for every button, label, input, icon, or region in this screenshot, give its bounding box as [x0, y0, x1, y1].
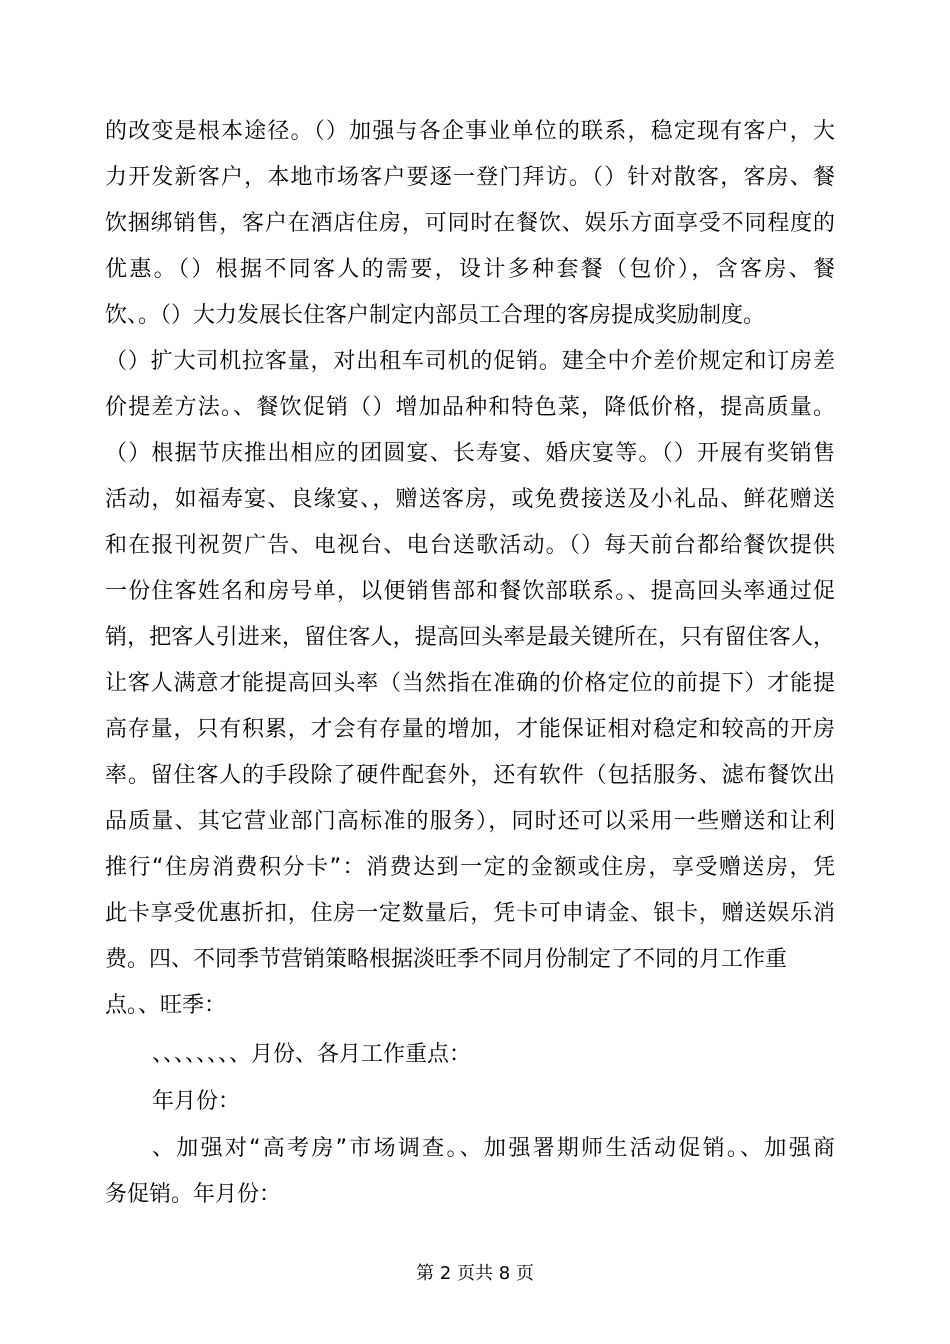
body-line-14: 高存量，只有积累，才会有存量的增加，才能保证相对稳定和较高的开房: [105, 717, 835, 742]
body-line-13: 让客人满意才能提高回头率（当然指在准确的价格定位的前提下）才能提: [105, 671, 835, 696]
body-line-16: 品质量、其它营业部门高标准的服务），同时还可以采用一些赠送和让利: [105, 809, 835, 834]
paragraph-line-2: 务促销。年月份：: [105, 1182, 282, 1207]
body-line-12: 销，把客人引进来，留住客人，提高回头率是最关键所在，只有留住客人，: [105, 625, 835, 650]
body-line-3: 饮捆绑销售，客户在酒店住房，可同时在餐饮、娱乐方面享受不同程度的: [105, 211, 835, 236]
body-line-20: 点。、旺季：: [105, 993, 227, 1018]
body-line-10: 和在报刊祝贺广告、电视台、电台送歌活动。（）每天前台都给餐饮提供: [105, 533, 835, 558]
page-number-footer: 第 2 页共 8 页: [416, 1263, 534, 1284]
body-line-2: 力开发新客户，本地市场客户要逐一登门拜访。（）针对散客，客房、餐: [105, 165, 835, 190]
body-line-19: 费。四、不同季节营销策略根据淡旺季不同月份制定了不同的月工作重: [105, 947, 788, 972]
year-month-heading: 年月份：: [152, 1089, 241, 1114]
months-line: 、、、、、、、、月份、各月工作重点：: [152, 1042, 472, 1067]
body-line-9: 活动，如福寿宴、良缘宴、，赠送客房，或免费接送及小礼品、鲜花赠送: [105, 487, 835, 512]
paragraph-line-1: 、加强对“高考房”市场调查。、加强署期师生活动促销。、加强商: [152, 1136, 835, 1161]
body-line-15: 率。留住客人的手段除了硬件配套外，还有软件（包括服务、滤布餐饮出: [105, 763, 835, 788]
body-line-11: 一份住客姓名和房号单，以便销售部和餐饮部联系。、提高回头率通过促: [105, 579, 835, 604]
body-line-1: 的改变是根本途径。（）加强与各企事业单位的联系，稳定现有客户，大: [105, 119, 835, 144]
body-line-6: （）扩大司机拉客量，对出租车司机的促销。建全中介差价规定和订房差: [105, 349, 835, 374]
body-line-5: 饮、。（）大力发展长住客户制定内部员工合理的客房提成奖励制度。: [105, 303, 766, 328]
body-line-4: 优惠。（）根据不同客人的需要，设计多种套餐（包价），含客房、餐: [105, 257, 835, 282]
body-line-7: 价提差方法。、餐饮促销（）增加品种和特色菜，降低价格，提高质量。: [105, 395, 835, 420]
body-line-17: 推行“住房消费积分卡”：消费达到一定的金额或住房，享受赠送房，凭: [105, 855, 835, 880]
body-line-18: 此卡享受优惠折扣，住房一定数量后，凭卡可申请金、银卡，赠送娱乐消: [105, 901, 835, 926]
body-line-8: （）根据节庆推出相应的团圆宴、长寿宴、婚庆宴等。（）开展有奖销售: [105, 441, 835, 466]
